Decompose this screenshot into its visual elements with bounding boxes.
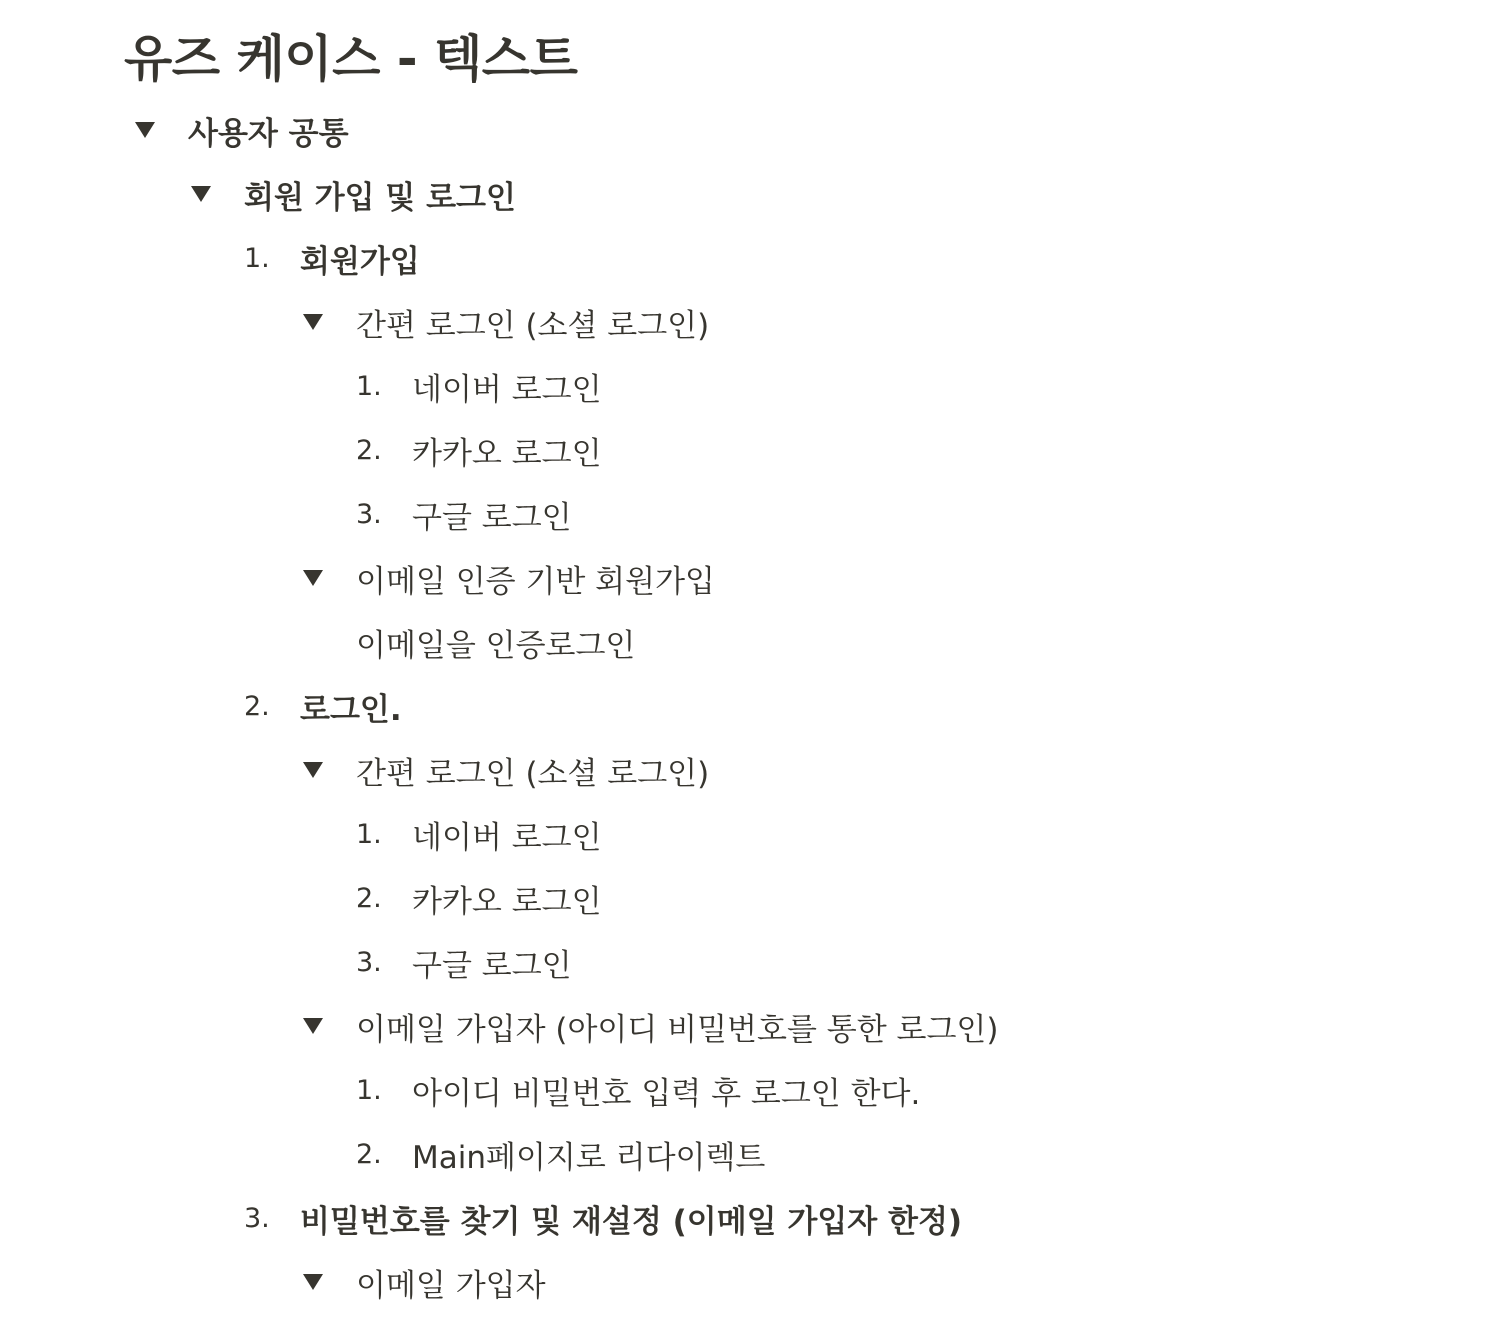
toggle-item	[300, 554, 715, 602]
toggle-item	[132, 106, 349, 154]
list-number: 1.	[244, 242, 270, 274]
list-number: 3.	[356, 498, 382, 530]
toggle-triangle-icon[interactable]	[300, 1017, 356, 1035]
list-number: 1.	[356, 1074, 382, 1106]
item-text[interactable]: 비밀번호를 찾기 및 재설정 (이메일 가입자 한정)	[300, 1203, 963, 1240]
toggle-item	[300, 746, 709, 794]
numbered-item	[356, 490, 572, 538]
item-text[interactable]: 로그인.	[300, 691, 402, 728]
numbered-item	[244, 682, 402, 730]
list-number: 1.	[356, 370, 382, 402]
item-text[interactable]: 카카오 로그인	[412, 883, 602, 920]
list-number: 2.	[356, 1138, 382, 1170]
page-title: 유즈 케이스 - 텍스트	[124, 30, 578, 88]
numbered-item	[356, 426, 602, 474]
list-number: 2.	[244, 690, 270, 722]
toggle-item	[188, 170, 516, 218]
numbered-item	[356, 362, 602, 410]
item-text[interactable]: 회원가입	[300, 243, 420, 280]
list-number: 2.	[356, 882, 382, 914]
item-text[interactable]: 카카오 로그인	[412, 435, 602, 472]
item-text[interactable]: 네이버 로그인	[412, 371, 602, 408]
toggle-triangle-icon[interactable]	[132, 121, 188, 139]
item-text[interactable]: 이메일 가입자 (아이디 비밀번호를 통한 로그인)	[356, 1011, 999, 1048]
list-number: 3.	[244, 1202, 270, 1234]
numbered-item	[244, 1194, 962, 1242]
toggle-item	[300, 1258, 546, 1306]
toggle-triangle-icon[interactable]	[300, 761, 356, 779]
item-text[interactable]: 이메일 가입자	[356, 1267, 546, 1304]
item-text[interactable]: 아이디 비밀번호 입력 후 로그인 한다.	[412, 1075, 921, 1112]
text-line	[356, 618, 635, 666]
numbered-item	[356, 810, 602, 858]
list-number: 1.	[356, 818, 382, 850]
toggle-triangle-icon[interactable]	[188, 185, 244, 203]
toggle-triangle-icon[interactable]	[300, 569, 356, 587]
item-text[interactable]: 간편 로그인 (소셜 로그인)	[356, 307, 710, 344]
numbered-item	[356, 1066, 920, 1114]
item-text[interactable]: 구글 로그인	[412, 499, 572, 536]
item-text[interactable]: 네이버 로그인	[412, 819, 602, 856]
item-text[interactable]: 구글 로그인	[412, 947, 572, 984]
toggle-triangle-icon[interactable]	[300, 1273, 356, 1291]
list-number: 2.	[356, 434, 382, 466]
toggle-triangle-icon[interactable]	[300, 313, 356, 331]
item-text[interactable]: 사용자 공통	[188, 115, 349, 152]
toggle-item	[300, 1002, 998, 1050]
numbered-item	[356, 1130, 765, 1178]
numbered-item	[356, 938, 572, 986]
numbered-item	[244, 234, 420, 282]
item-text[interactable]: 회원 가입 및 로그인	[244, 179, 516, 216]
item-text[interactable]: 간편 로그인 (소셜 로그인)	[356, 755, 710, 792]
numbered-item	[356, 874, 602, 922]
item-text[interactable]: 이메일을 인증로그인	[356, 627, 636, 664]
toggle-item	[300, 298, 709, 346]
list-number: 3.	[356, 946, 382, 978]
item-text[interactable]: 이메일 인증 기반 회원가입	[356, 563, 715, 600]
item-text[interactable]: Main페이지로 리다이렉트	[412, 1139, 766, 1176]
